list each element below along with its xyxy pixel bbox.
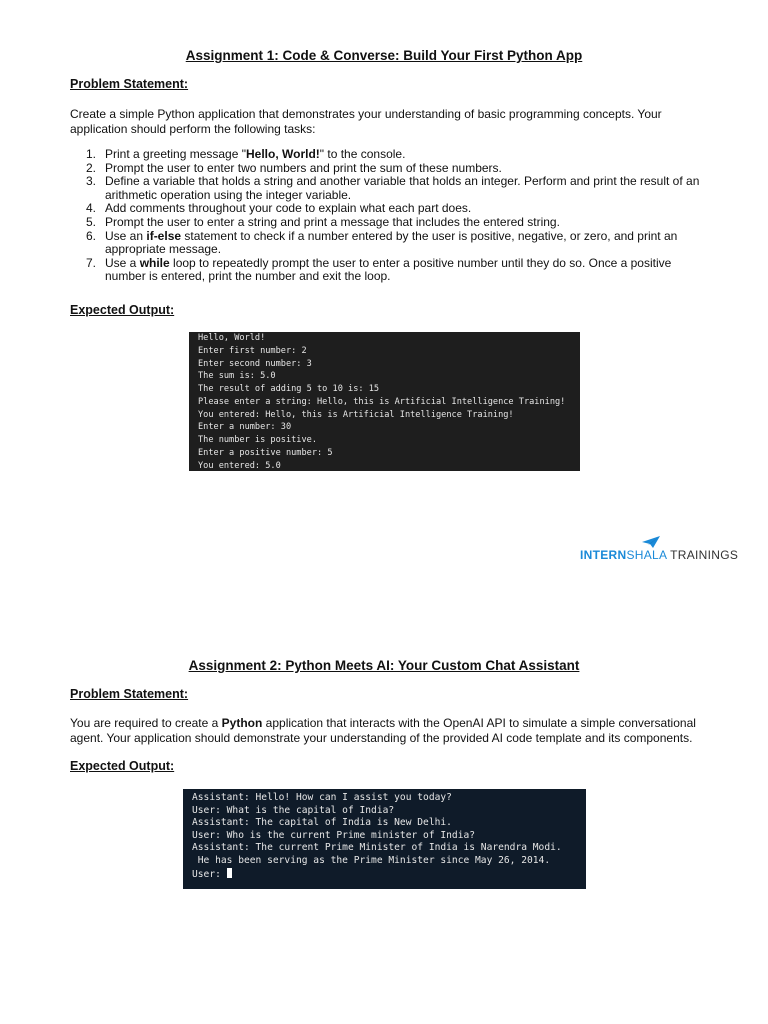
assignment1-output-heading: Expected Output:	[70, 303, 175, 317]
terminal-line: Assistant: Hello! How can I assist you today?	[192, 792, 452, 803]
terminal-line: Enter a positive number: 5	[198, 447, 333, 458]
logo-brand-shala: SHALA	[626, 548, 667, 562]
task-text: Print a greeting message "	[105, 147, 246, 161]
task-number: 6.	[86, 228, 97, 243]
task-item	[70, 202, 700, 216]
text-cursor-icon	[227, 868, 232, 878]
intro-text: You are required to create a	[70, 716, 222, 730]
task-number: 5.	[86, 214, 97, 229]
assignment1-intro: Create a simple Python application that demonstrates your understanding of basic programming concepts. Your application should perform the following tasks:	[70, 107, 662, 136]
internshala-trainings-logo	[580, 536, 739, 564]
terminal-line: You entered: Hello, this is Artificial Intelligence Training!	[198, 409, 514, 420]
task-item	[70, 148, 700, 162]
terminal-line: User:	[192, 868, 227, 880]
terminal-line: Assistant: The current Prime Minister of India is Narendra Modi.	[192, 842, 562, 854]
task-text: statement to check if a number entered by the user is positive, negative, or zero, and print an appropriate message.	[105, 228, 678, 257]
task-bold-text: while	[139, 255, 170, 270]
terminal-line: Assistant: The capital of India is New Delhi.	[192, 817, 452, 829]
terminal-line: The result of adding 5 to 10 is: 15	[198, 384, 380, 394]
terminal-line: The number is positive.	[198, 435, 317, 445]
task-number: 1.	[86, 147, 97, 161]
task-text: loop to repeatedly prompt the user to enter a positive number until they do so. Once a positive number is entered, print the number and exit the loop.	[105, 255, 672, 284]
task-text: Use a	[105, 255, 140, 270]
terminal-line: The sum is: 5.0	[198, 371, 276, 382]
assignment2-title: Assignment 2: Python Meets AI: Your Custom Chat Assistant	[188, 658, 580, 673]
task-text: Define a variable that holds a string and another variable that holds an integer. Perform and print the result of an arithmetic operation using the integer variable.	[105, 174, 700, 202]
assignment2-problem-heading: Problem Statement:	[70, 687, 189, 701]
terminal-line: User: Who is the current Prime minister of India?	[192, 829, 476, 841]
logo-suffix: TRAININGS	[670, 548, 739, 562]
assignment2-intro	[70, 716, 700, 745]
task-number: 2.	[86, 160, 97, 175]
terminal-line: Please enter a string: Hello, this is Artificial Intelligence Training!	[198, 396, 566, 407]
assignment2-terminal-output	[183, 789, 586, 889]
assignment2-output-heading: Expected Output:	[70, 759, 175, 773]
terminal-line: Enter second number: 3	[198, 358, 312, 369]
intro-bold-text: Python	[221, 716, 263, 730]
task-number: 4.	[86, 201, 97, 216]
terminal-line: Enter first number: 2	[198, 345, 307, 356]
task-item	[70, 162, 700, 176]
task-item	[70, 175, 700, 202]
assignment1-terminal-output	[189, 332, 580, 471]
task-item	[70, 230, 700, 257]
task-text: Prompt the user to enter a string and print a message that includes the entered string.	[105, 214, 560, 229]
task-text: Use an	[105, 228, 147, 243]
assignment1-title: Assignment 1: Code & Converse: Build Your First Python App	[185, 48, 583, 63]
task-bold-text: if-else	[146, 228, 182, 243]
task-item	[70, 257, 700, 284]
terminal-line: Hello, World!	[198, 333, 266, 343]
task-item	[70, 216, 700, 230]
terminal-line: Enter a number: 30	[198, 422, 292, 433]
task-bold-text: Hello, World!	[246, 147, 320, 161]
task-text: " to the console.	[319, 147, 406, 161]
task-text: Prompt the user to enter two numbers and print the sum of these numbers.	[105, 160, 502, 175]
terminal-prompt-line	[192, 868, 586, 882]
logo-wordmark	[580, 548, 738, 562]
terminal-line: You entered: 5.0	[198, 460, 281, 471]
paper-plane-icon	[642, 536, 660, 548]
task-number: 7.	[86, 255, 97, 270]
assignment1-problem-heading: Problem Statement:	[70, 77, 189, 91]
logo-brand-intern: INTERN	[580, 548, 627, 562]
terminal-line: He has been serving as the Prime Minister since May 26, 2014.	[192, 854, 551, 866]
intro-text: application that interacts with the OpenAI API to simulate a simple conversational agent. Your application should demonstrate your understanding of the provided AI code template and its components.	[70, 716, 696, 745]
terminal-line: User: What is the capital of India?	[192, 804, 395, 816]
task-text: Add comments throughout your code to explain what each part does.	[105, 201, 472, 216]
assignment1-task-list	[70, 148, 700, 284]
task-number: 3.	[86, 174, 97, 189]
